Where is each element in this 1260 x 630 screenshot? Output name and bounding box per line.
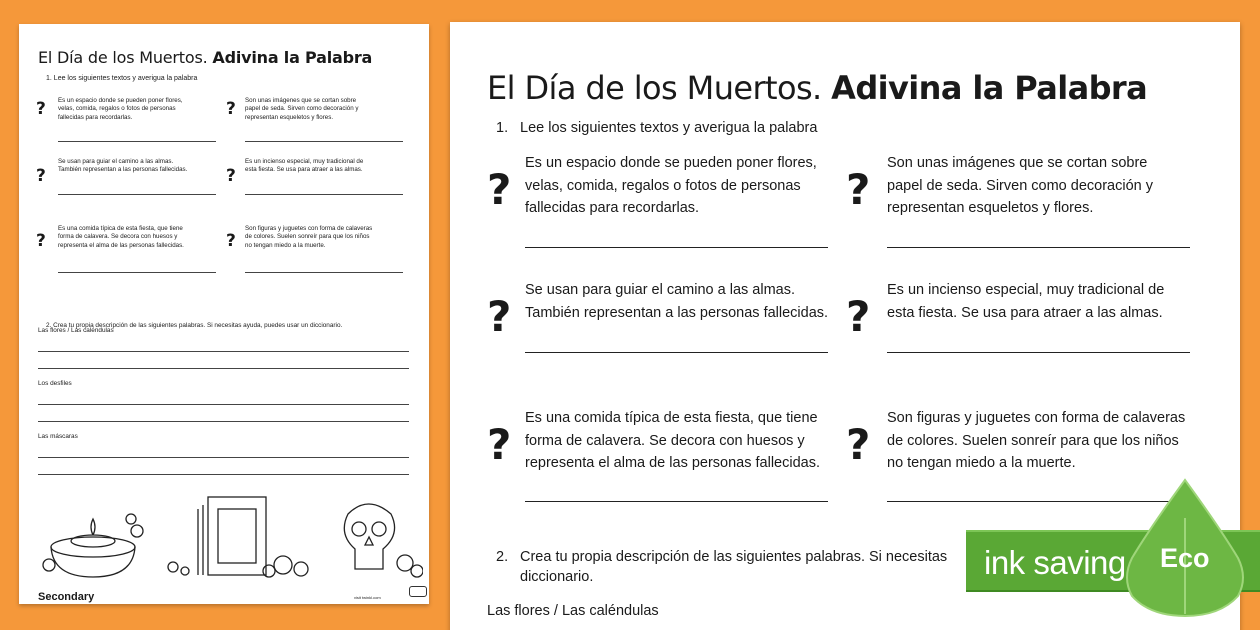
thumbnail-word-label: Las máscaras (38, 433, 78, 440)
thumbnail-item-4 (245, 158, 415, 175)
line: no tengan miedo a la muerte. (887, 455, 1076, 471)
thumbnail-item-1 (58, 97, 228, 122)
twinkl-logo-icon (409, 586, 427, 597)
line: También representan a las personas fallecidas. (525, 304, 829, 321)
line: Son figuras y juguetes con forma de calaveras (887, 410, 1186, 426)
line: Son figuras y juguetes con forma de calaveras (245, 225, 373, 232)
thumbnail-item-5 (58, 225, 228, 250)
line: representa el alma de las personas fallecidas. (525, 455, 820, 471)
question-1-text: Lee los siguientes textos y averigua la palabra (520, 120, 818, 136)
thumbnail-answer-line (58, 272, 216, 273)
line: Se usan para guiar el camino a las almas. (58, 158, 174, 165)
thumbnail-writing-line (38, 474, 409, 475)
thumbnail-q1-number: 1. (46, 75, 52, 82)
answer-line[interactable] (525, 352, 828, 353)
question-1 (496, 120, 817, 136)
altar-illustration (33, 479, 423, 579)
line: Son unas imágenes que se cortan sobre (245, 97, 357, 104)
thumbnail-q2-number: 2. (46, 322, 52, 329)
word-label: Las flores / Las caléndulas (487, 603, 659, 619)
question-mark-icon: ? (226, 231, 236, 251)
thumbnail-answer-line (58, 141, 216, 142)
thumbnail-writing-line (38, 421, 409, 422)
answer-line[interactable] (887, 352, 1190, 353)
thumbnail-writing-line (38, 368, 409, 369)
line: representa el alma de las personas fallecidas. (58, 241, 184, 249)
thumbnail-word-label: Las flores / Las caléndulas (38, 327, 114, 334)
riddle-6 (887, 407, 1197, 475)
line: representan esqueletos y flores. (245, 113, 334, 121)
page-title (487, 69, 1147, 107)
question-mark-icon: ? (487, 292, 512, 341)
line: Es una comida típica de esta fiesta, que tiene (525, 410, 818, 426)
thumbnail-q2-text: Crea tu propia descripción de las siguientes palabras. Si necesitas ayuda, puedes usar un diccionario. (53, 322, 343, 329)
thumbnail-writing-line (38, 404, 409, 405)
question-mark-icon: ? (226, 166, 236, 186)
line: fallecidas para recordarlas. (525, 200, 700, 216)
line: Se usan para guiar el camino a las almas. (525, 282, 796, 298)
riddle-2 (887, 152, 1195, 220)
question-mark-icon: ? (36, 166, 46, 186)
thumbnail-question-1 (46, 75, 197, 82)
riddle-5 (525, 407, 835, 475)
line: forma de calavera. Se decora con huesos y (525, 432, 805, 449)
line: También representan a las personas fallecidas. (58, 166, 188, 174)
line: Es un espacio donde se pueden poner flores, (525, 155, 817, 171)
thumbnail-title (38, 48, 372, 67)
question-mark-icon: ? (487, 420, 512, 469)
answer-line[interactable] (887, 247, 1190, 248)
thumbnail-item-6 (245, 225, 415, 250)
ink-saving-label: ink saving (984, 544, 1126, 581)
question-mark-icon: ? (846, 165, 871, 214)
thumbnail-answer-line (245, 272, 403, 273)
thumbnail-page (19, 24, 429, 604)
answer-line[interactable] (525, 247, 828, 248)
question-2-number: 2. (496, 549, 509, 565)
level-label: Secondary (38, 591, 95, 603)
thumbnail-q1-text: Lee los siguientes textos y averigua la palabra (53, 75, 198, 82)
question-mark-icon: ? (36, 231, 46, 251)
line: Es un incienso especial, muy tradicional de (887, 282, 1165, 298)
line: Es un incienso especial, muy tradicional de (245, 158, 364, 165)
question-2-text: Crea tu propia descripción de las siguientes palabras. Si necesitas (520, 549, 948, 565)
question-mark-icon: ? (226, 99, 236, 119)
line: papel de seda. Sirven como decoración y (887, 177, 1153, 194)
thumbnail-answer-line (245, 194, 403, 195)
line: Es un espacio donde se pueden poner flores, (58, 97, 183, 104)
question-2-continuation: diccionario. (520, 569, 594, 585)
thumbnail-answer-line (245, 141, 403, 142)
riddle-4 (887, 279, 1199, 324)
line: fallecidas para recordarlas. (58, 113, 133, 121)
eco-label: Eco (1160, 543, 1210, 573)
question-2 (496, 546, 976, 569)
riddle-3 (525, 279, 840, 324)
line: no tengan miedo a la muerte. (245, 241, 326, 249)
question-1-number: 1. (496, 120, 509, 136)
line: Son unas imágenes que se cortan sobre (887, 155, 1148, 171)
answer-line[interactable] (525, 501, 828, 502)
line: velas, comida, regalos o fotos de personas (525, 177, 801, 194)
thumbnail-title-bold: Adivina la Palabra (212, 48, 373, 67)
thumbnail-writing-line (38, 457, 409, 458)
line: velas, comida, regalos o fotos de personas (58, 105, 176, 113)
line: esta fiesta. Se usa para atraer a las almas. (245, 166, 363, 174)
riddle-1 (525, 152, 833, 220)
line: papel de seda. Sirven como decoración y (245, 105, 359, 113)
line: esta fiesta. Se usa para atraer a las almas. (887, 304, 1163, 321)
question-mark-icon: ? (487, 165, 512, 214)
thumbnail-item-2 (245, 97, 415, 122)
line: Es una comida típica de esta fiesta, que tiene (58, 225, 183, 232)
thumbnail-answer-line (58, 194, 216, 195)
line: forma de calavera. Se decora con huesos y (58, 233, 178, 241)
page-title-plain: El Día de los Muertos. (487, 69, 822, 107)
line: representan esqueletos y flores. (887, 200, 1094, 216)
page-title-bold: Adivina la Palabra (831, 69, 1148, 107)
question-mark-icon: ? (846, 292, 871, 341)
question-mark-icon: ? (36, 99, 46, 119)
line: de colores. Suelen sonreír para que los niños (887, 432, 1179, 449)
footer-url: visit twinkl.com (354, 595, 381, 600)
question-mark-icon: ? (846, 420, 871, 469)
thumbnail-writing-line (38, 351, 409, 352)
thumbnail-word-label: Los desfiles (38, 380, 72, 387)
thumbnail-title-plain: El Día de los Muertos. (38, 48, 208, 67)
thumbnail-item-3 (58, 158, 228, 175)
line: de colores. Suelen sonreír para que los niños (245, 233, 370, 241)
